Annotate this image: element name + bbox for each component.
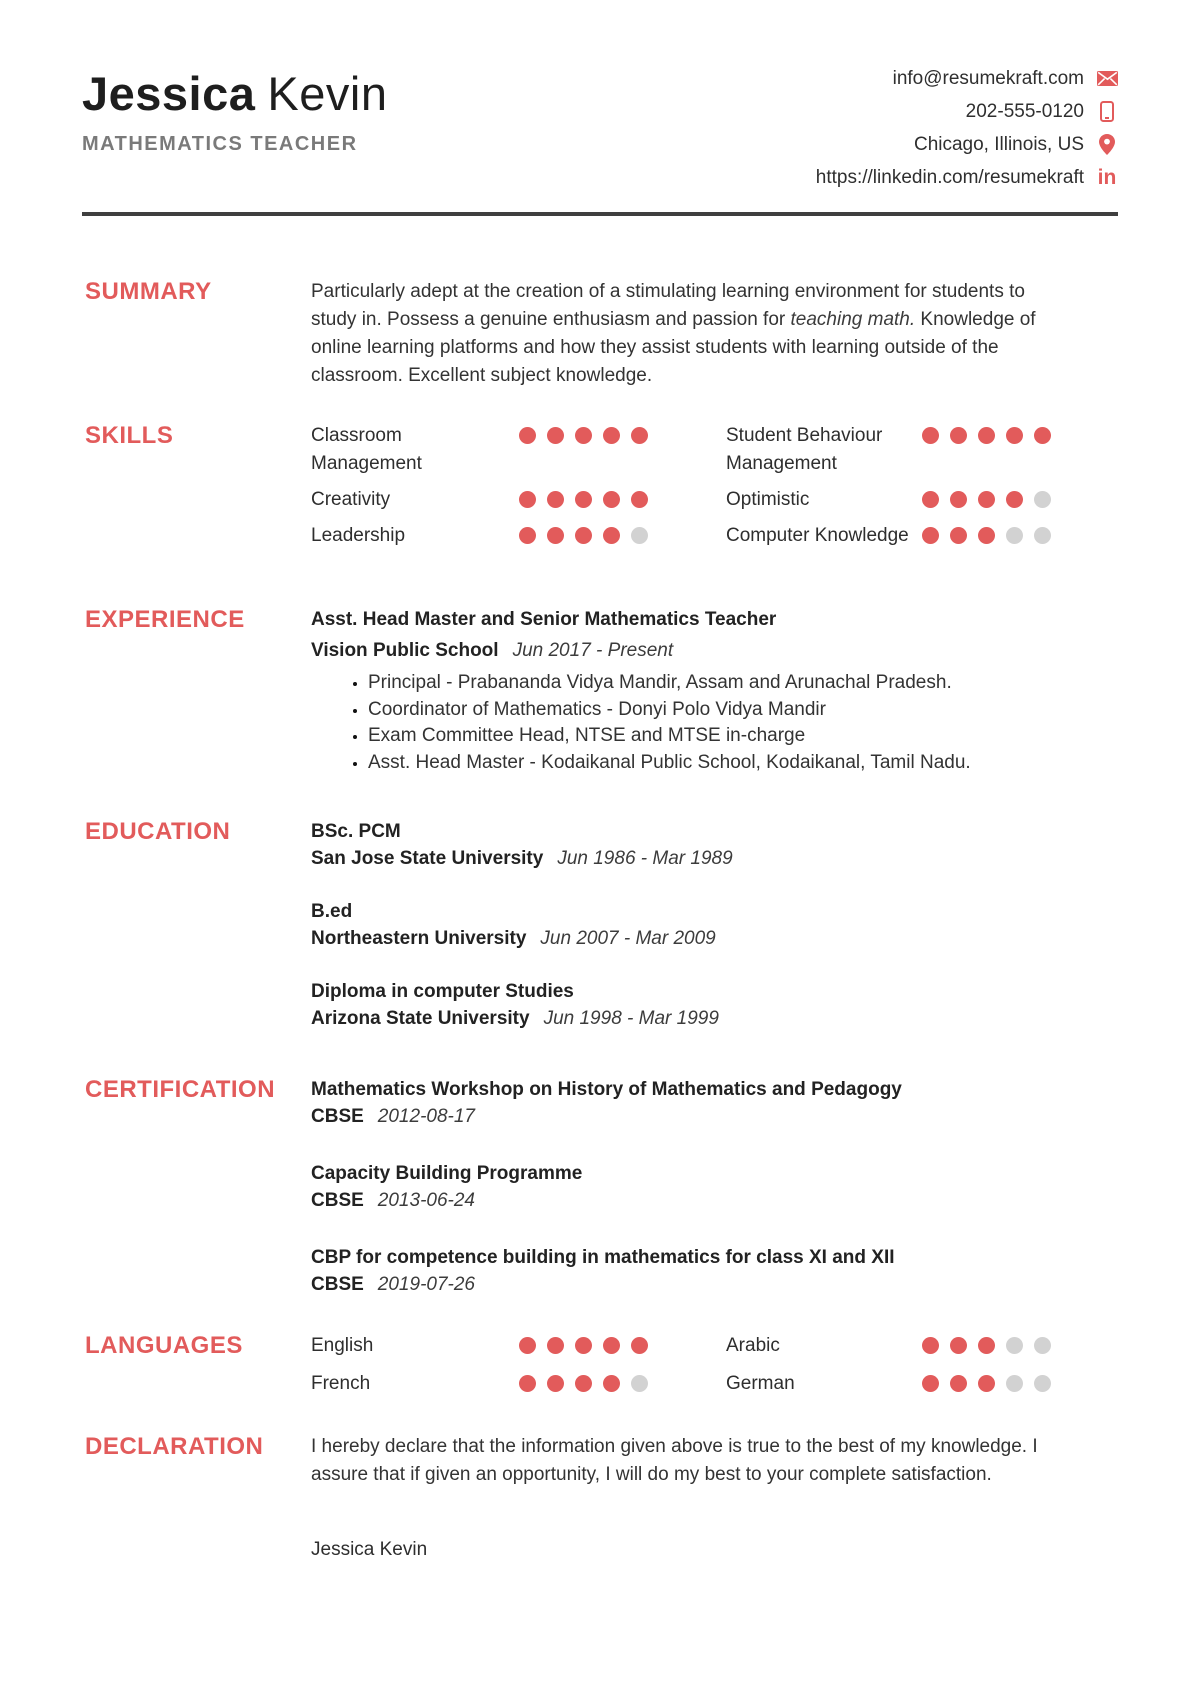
email-text[interactable]: info@resumekraft.com: [892, 67, 1084, 89]
education-heading: EDUCATION: [85, 818, 231, 845]
dot-filled: [547, 427, 564, 444]
rating-dots: [519, 527, 648, 544]
linkedin-icon: in: [1097, 166, 1117, 189]
skill-item: [726, 486, 1118, 514]
degree: B.ed: [311, 901, 353, 922]
dot-filled: [547, 1375, 564, 1392]
skill-name: Classroom Management: [311, 425, 422, 474]
header-divider: [82, 212, 1118, 216]
certificate-title: Mathematics Workshop on History of Mathematics and Pedagogy: [311, 1079, 902, 1100]
dot-filled: [922, 527, 939, 544]
education-entry: [311, 978, 1118, 1032]
skills-grid: [311, 422, 1118, 550]
degree: Diploma in computer Studies: [311, 981, 574, 1002]
language-item: [726, 1370, 1118, 1398]
rating-dots: [519, 491, 648, 508]
certification-content: [311, 1076, 1118, 1298]
languages-grid: [311, 1332, 1118, 1398]
dot-filled: [519, 427, 536, 444]
name-block: [82, 67, 388, 194]
skill-item: [726, 522, 1118, 550]
skill-name: Student Behaviour Management: [726, 425, 883, 474]
certification-entry: [311, 1244, 1118, 1298]
dot-filled: [519, 491, 536, 508]
dot-filled: [519, 527, 536, 544]
job-bullets: [311, 670, 1118, 776]
declaration-text: I hereby declare that the information given above is true to the best of my knowledge. I assure that if given an opportunity, I will do my best to your complete satisfaction.: [311, 1436, 1038, 1485]
skill-name: Creativity: [311, 489, 391, 510]
last-name: Kevin: [267, 67, 388, 120]
section-languages: [82, 1332, 1118, 1398]
dot-empty: [1034, 491, 1051, 508]
dot-filled: [922, 491, 939, 508]
summary-italic-phrase: teaching math.: [790, 309, 916, 330]
signature-name: Jessica Kevin: [311, 1539, 428, 1560]
declaration-content: [311, 1433, 1118, 1564]
declaration-heading: DECLARATION: [85, 1433, 264, 1460]
dot-filled: [631, 427, 648, 444]
certification-entry: [311, 1160, 1118, 1214]
job-dates: Jun 2017 - Present: [512, 640, 674, 661]
skill-item: [726, 422, 1118, 478]
certificate-date: 2013-06-24: [377, 1190, 475, 1211]
section-certification: [82, 1076, 1118, 1298]
location-text: Chicago, Illinois, US: [913, 133, 1084, 155]
first-name: Jessica: [82, 67, 256, 120]
skill-name: Computer Knowledge: [726, 525, 909, 546]
dot-filled: [603, 491, 620, 508]
section-summary: [82, 278, 1118, 390]
certificate-issuer: CBSE: [311, 1274, 364, 1295]
dot-filled: [547, 1337, 564, 1354]
dot-empty: [1006, 527, 1023, 544]
dot-filled: [978, 427, 995, 444]
job-title: Asst. Head Master and Senior Mathematics Teacher: [311, 609, 777, 630]
contact-email-row: [893, 62, 1118, 95]
education-entry: [311, 818, 1118, 872]
dot-filled: [603, 1337, 620, 1354]
contact-location-row: [914, 128, 1118, 161]
education-content: [311, 818, 1118, 1032]
person-name: [82, 67, 388, 120]
job-bullet: • Coordinator of Mathematics - Donyi Polo Vidya Mandir: [368, 697, 1118, 724]
dot-filled: [978, 527, 995, 544]
company-name: Vision Public School: [311, 640, 499, 661]
dot-filled: [922, 1337, 939, 1354]
rating-dots: [519, 1375, 648, 1392]
certificate-title: CBP for competence building in mathematics for class XI and XII: [311, 1247, 895, 1268]
dot-filled: [575, 527, 592, 544]
skill-item: [311, 422, 726, 478]
dot-filled: [950, 491, 967, 508]
dot-empty: [631, 1375, 648, 1392]
summary-heading: SUMMARY: [85, 278, 212, 305]
dot-filled: [950, 427, 967, 444]
dot-filled: [950, 527, 967, 544]
dot-filled: [519, 1337, 536, 1354]
dot-filled: [1034, 427, 1051, 444]
dot-filled: [575, 1337, 592, 1354]
skill-item: [311, 522, 726, 550]
envelope-icon: [1096, 71, 1118, 86]
summary-text: Particularly adept at the creation of a stimulating learning environment for students to study in. Possess a genuine enthusiasm and passion for teaching math. Knowledge of online learning platforms and how they assist students with learning outside of the classroom. Excellent subject knowledge.: [311, 281, 1036, 386]
certification-entry: [311, 1076, 1118, 1130]
dot-empty: [1006, 1375, 1023, 1392]
rating-dots: [922, 1375, 1051, 1392]
experience-content: [311, 606, 1118, 776]
contact-phone-row: [966, 95, 1118, 128]
dot-filled: [978, 1337, 995, 1354]
rating-dots: [922, 491, 1051, 508]
language-item: [311, 1332, 726, 1360]
school: Northeastern University: [311, 928, 527, 949]
languages-heading: LANGUAGES: [85, 1332, 243, 1359]
language-name: Arabic: [726, 1335, 780, 1356]
certificate-date: 2019-07-26: [377, 1274, 475, 1295]
linkedin-url-text[interactable]: https://linkedin.com/resumekraft: [815, 166, 1084, 188]
school: Arizona State University: [311, 1008, 530, 1029]
section-declaration: [82, 1433, 1118, 1564]
rating-dots: [922, 527, 1051, 544]
dot-filled: [978, 491, 995, 508]
dot-filled: [575, 1375, 592, 1392]
phone-icon: [1096, 101, 1118, 122]
dot-filled: [519, 1375, 536, 1392]
dot-filled: [603, 527, 620, 544]
certification-heading: CERTIFICATION: [85, 1076, 276, 1103]
dot-filled: [631, 491, 648, 508]
resume-body: [82, 278, 1118, 1564]
section-experience: [82, 606, 1118, 776]
rating-dots: [519, 1337, 648, 1354]
dot-filled: [603, 1375, 620, 1392]
job-bullet: • Exam Committee Head, NTSE and MTSE in-charge: [368, 723, 1118, 750]
dot-filled: [922, 427, 939, 444]
location-pin-icon: [1096, 134, 1118, 155]
dot-empty: [1034, 1337, 1051, 1354]
dot-empty: [631, 527, 648, 544]
rating-dots: [922, 427, 1051, 444]
job-bullet: • Asst. Head Master - Kodaikanal Public School, Kodaikanal, Tamil Nadu.: [368, 750, 1118, 777]
rating-dots: [922, 1337, 1051, 1354]
summary-content: [311, 278, 1118, 390]
education-entry: [311, 898, 1118, 952]
degree: BSc. PCM: [311, 821, 401, 842]
dot-filled: [922, 1375, 939, 1392]
job-company-line: [311, 636, 1118, 666]
certificate-issuer: CBSE: [311, 1106, 364, 1127]
education-dates: Jun 1986 - Mar 1989: [557, 848, 733, 869]
dot-filled: [1006, 491, 1023, 508]
phone-text: 202-555-0120: [965, 100, 1084, 122]
section-skills: [82, 422, 1118, 550]
language-item: [726, 1332, 1118, 1360]
language-item: [311, 1370, 726, 1398]
dot-filled: [1006, 427, 1023, 444]
dot-filled: [575, 427, 592, 444]
certificate-date: 2012-08-17: [377, 1106, 475, 1127]
skill-item: [311, 486, 726, 514]
language-name: English: [311, 1335, 374, 1356]
education-dates: Jun 1998 - Mar 1999: [543, 1008, 719, 1029]
section-education: [82, 818, 1118, 1032]
dot-empty: [1034, 1375, 1051, 1392]
job-bullet: • Principal - Prabananda Vidya Mandir, Assam and Arunachal Pradesh.: [368, 670, 1118, 697]
contact-linkedin-row: [816, 161, 1118, 194]
dot-filled: [978, 1375, 995, 1392]
skill-name: Leadership: [311, 525, 406, 546]
school: San Jose State University: [311, 848, 544, 869]
certificate-title: Capacity Building Programme: [311, 1163, 583, 1184]
language-name: French: [311, 1373, 371, 1394]
certificate-issuer: CBSE: [311, 1190, 364, 1211]
experience-heading: EXPERIENCE: [85, 606, 245, 633]
dot-filled: [631, 1337, 648, 1354]
education-dates: Jun 2007 - Mar 2009: [540, 928, 716, 949]
dot-filled: [603, 427, 620, 444]
dot-empty: [1006, 1337, 1023, 1354]
header: [82, 62, 1118, 194]
contact-info: [816, 62, 1118, 194]
dot-filled: [575, 491, 592, 508]
skills-heading: SKILLS: [85, 422, 174, 449]
skill-name: Optimistic: [726, 489, 810, 510]
person-job-title: MATHEMATICS TEACHER: [82, 133, 358, 155]
rating-dots: [519, 427, 648, 444]
dot-filled: [950, 1337, 967, 1354]
dot-filled: [547, 491, 564, 508]
dot-filled: [547, 527, 564, 544]
dot-filled: [950, 1375, 967, 1392]
language-name: German: [726, 1373, 795, 1394]
dot-empty: [1034, 527, 1051, 544]
